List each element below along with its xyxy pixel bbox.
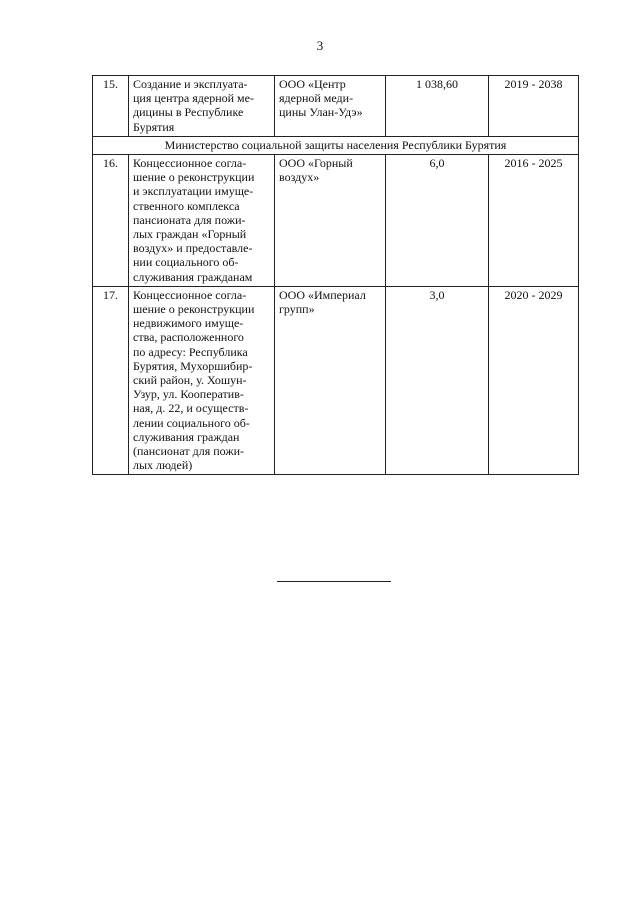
period-cell: 2016 - 2025 xyxy=(489,155,579,287)
project-name: Концессионное согла- шение о реконструкции недвижимого имуще- ства, расположенного по адресу: Республика Бурятия, Мухоршибир- ский район, у. Хошун- Узур, ул. Кооператив- ная, д. 22, и осуществ- лении социального об- служивания граждан (пансионат для пожи- лых людей) xyxy=(129,286,275,475)
project-name: Концессионное согла- шение о реконструкции и эксплуатации имуще- ственного комплекса пансионата для пожи- лых граждан «Горный воздух» и предоставле- нии социального об- служивания гражданам xyxy=(129,155,275,287)
row-number: 15. xyxy=(93,76,129,137)
operator-name: ООО «Горный воздух» xyxy=(275,155,386,287)
amount-cell: 1 038,60 xyxy=(386,76,489,137)
table-row xyxy=(93,286,579,475)
row-number: 16. xyxy=(93,155,129,287)
page-number: 3 xyxy=(316,38,324,53)
amount-cell: 3,0 xyxy=(386,286,489,475)
period-cell: 2020 - 2029 xyxy=(489,286,579,475)
operator-name: ООО «Центр ядерной меди- цины Улан-Удэ» xyxy=(275,76,386,137)
operator-name: ООО «Империал групп» xyxy=(275,286,386,475)
project-name: Создание и эксплуата- ция центра ядерной ме- дицины в Республике Бурятия xyxy=(129,76,275,137)
section-row xyxy=(93,136,579,154)
row-number: 17. xyxy=(93,286,129,475)
period-cell: 2019 - 2038 xyxy=(489,76,579,137)
register-table xyxy=(92,75,579,475)
table-row xyxy=(93,76,579,137)
section-title: Министерство социальной защиты населения Республики Бурятия xyxy=(93,136,579,154)
table-row xyxy=(93,155,579,287)
amount-cell: 6,0 xyxy=(386,155,489,287)
end-divider-line xyxy=(277,581,391,582)
